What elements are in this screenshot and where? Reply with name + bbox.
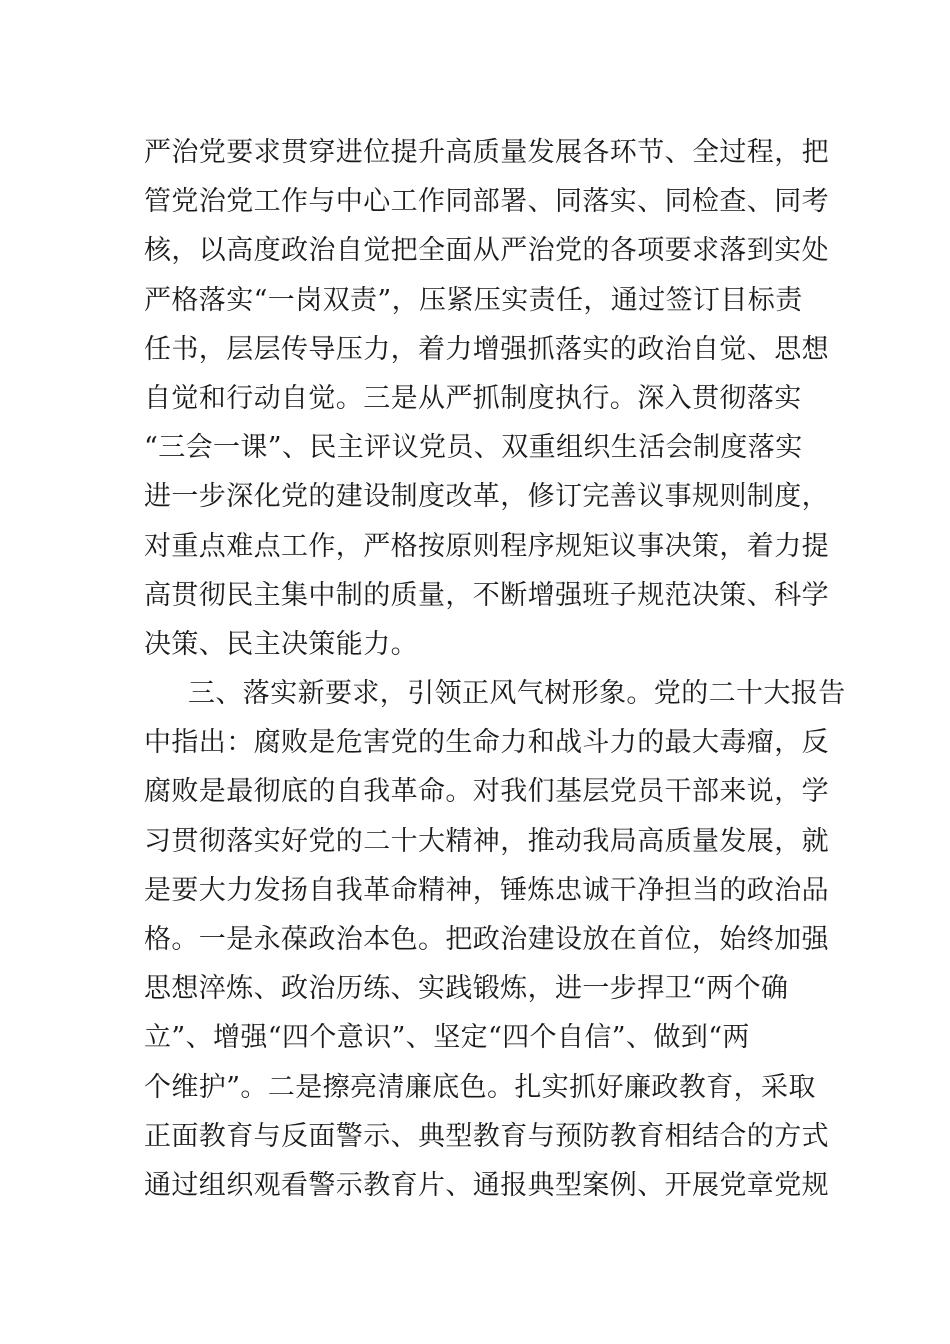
- text-line: 格。一是永葆政治本色。把政治建设放在首位，始终加强: [144, 924, 829, 955]
- text-line: 立”、增强“四个意识”、坚定“四个自信”、做到“两: [144, 1022, 750, 1054]
- text-line: 对重点难点工作，严格按原则程序规矩议事决策，着力提: [144, 530, 829, 562]
- text-line: 腐败是最彻底的自我革命。对我们基层党员干部来说，学: [144, 776, 829, 808]
- text-line: 中指出：腐败是危害党的生命力和战斗力的最大毒瘤，反: [144, 727, 829, 759]
- text-line: 正面教育与反面警示、典型教育与预防教育相结合的方式: [144, 1120, 829, 1152]
- text-line: “三会一课”、民主评议党员、双重组织生活会制度落实: [144, 432, 803, 464]
- text-line: 严治党要求贯穿进位提升高质量发展各环节、全过程，把: [144, 137, 829, 168]
- text-line: 严格落实“一岗双责”，压紧压实责任，通过签订目标责: [144, 284, 803, 316]
- text-line: 决策、民主决策能力。: [144, 628, 418, 660]
- text-line: 管党治党工作与中心工作同部署、同落实、同检查、同考: [144, 186, 829, 218]
- text-line: 自觉和行动自觉。三是从严抓制度执行。深入贯彻落实: [144, 382, 802, 414]
- text-line: 核，以高度政治自觉把全面从严治党的各项要求落到实处: [144, 235, 829, 267]
- text-line: 任书，层层传导压力，着力增强抓落实的政治自觉、思想: [144, 333, 829, 365]
- paragraph-heading-line: 三、落实新要求，引领正风气树形象。党的二十大报告: [188, 678, 846, 710]
- body-text: [144, 128, 846, 1210]
- text-line: 进一步深化党的建设制度改革，修订完善议事规则制度，: [144, 481, 829, 513]
- text-line: 通过组织观看警示教育片、通报典型案例、开展党章党规: [144, 1169, 829, 1201]
- text-line: 思想淬炼、政治历练、实践锻炼，进一步捍卫“两个确: [144, 973, 789, 1005]
- text-line: 高贯彻民主集中制的质量，不断增强班子规范决策、科学: [144, 579, 829, 611]
- text-line: 习贯彻落实好党的二十大精神，推动我局高质量发展，就: [144, 825, 829, 857]
- text-line: 个维护”。二是擦亮清廉底色。扎实抓好廉政教育，采取: [144, 1071, 816, 1103]
- text-line: 是要大力发扬自我革命精神，锤炼忠诚干净担当的政治品: [144, 874, 829, 906]
